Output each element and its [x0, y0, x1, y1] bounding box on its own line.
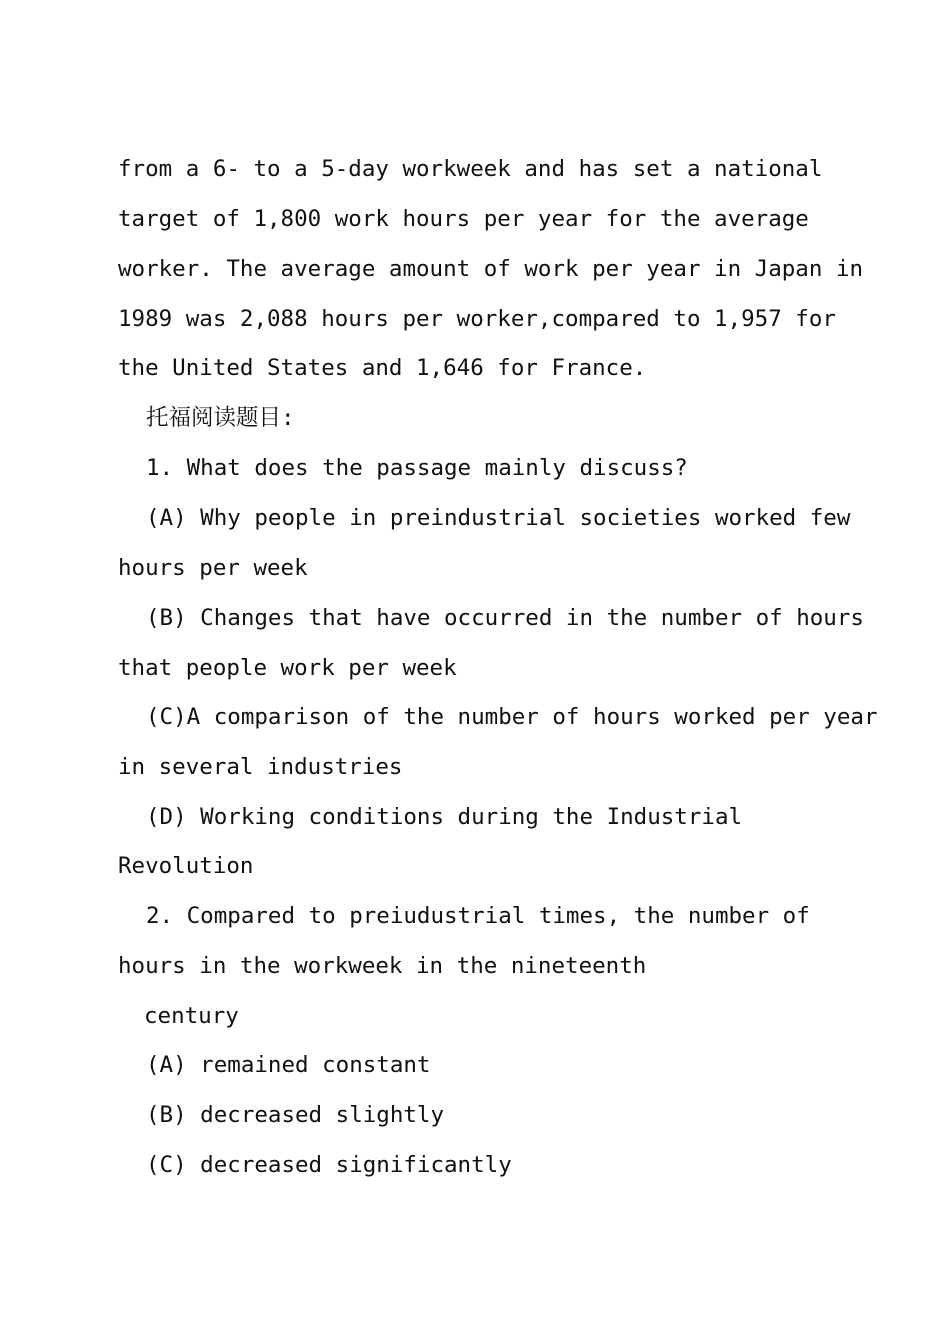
passage-line: target of 1,800 work hours per year for the average — [118, 206, 809, 232]
question-1-option-d-cont: Revolution — [118, 853, 254, 879]
question-1-option-b: (B) Changes that have occurred in the number of hours — [146, 605, 864, 631]
passage-line: 1989 was 2,088 hours per worker,compared to 1,957 for — [118, 306, 836, 332]
question-2-option-b: (B) decreased slightly — [146, 1102, 445, 1128]
question-2-option-a: (A) remained constant — [146, 1052, 431, 1078]
question-1-option-c-cont: in several industries — [118, 754, 403, 780]
question-2-cont: hours in the workweek in the nineteenth — [118, 953, 647, 979]
passage-line: the United States and 1,646 for France. — [118, 355, 647, 381]
question-1: 1. What does the passage mainly discuss? — [146, 455, 688, 481]
question-1-option-c: (C)A comparison of the number of hours worked per year — [146, 704, 878, 730]
passage-line: from a 6- to a 5-day workweek and has set a national — [118, 156, 823, 182]
section-heading: 托福阅读题目: — [146, 405, 295, 431]
question-1-option-a-cont: hours per week — [118, 555, 308, 581]
question-2-option-c: (C) decreased significantly — [146, 1152, 512, 1178]
question-2-cont: century — [144, 1003, 239, 1029]
question-1-option-d: (D) Working conditions during the Industrial — [146, 804, 743, 830]
question-2: 2. Compared to preiudustrial times, the number of — [146, 903, 810, 929]
question-1-option-a: (A) Why people in preindustrial societies worked few — [146, 505, 851, 531]
question-1-option-b-cont: that people work per week — [118, 655, 457, 681]
passage-line: worker. The average amount of work per year in Japan in — [118, 256, 864, 282]
